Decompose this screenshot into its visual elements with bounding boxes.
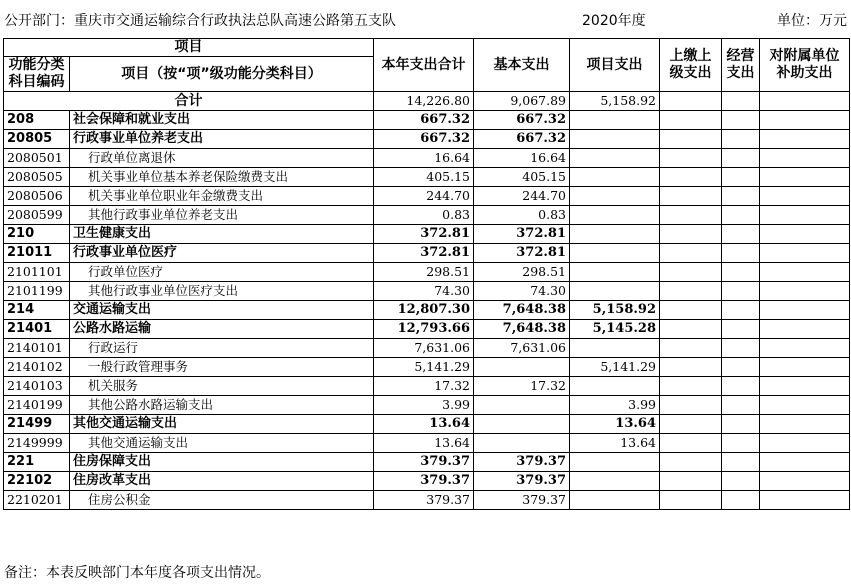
row-subsidiary: [760, 149, 850, 168]
row-subsidiary: [760, 263, 850, 282]
row-name: 其他公路水路运输支出: [70, 396, 374, 415]
row-upper: [660, 415, 722, 434]
table-row: [4, 149, 850, 168]
row-subsidiary: [760, 491, 850, 510]
row-project: [570, 130, 660, 149]
row-business: [722, 168, 760, 187]
row-name: 卫生健康支出: [70, 225, 374, 244]
row-subsidiary: [760, 168, 850, 187]
row-total: 12,793.66: [374, 320, 474, 339]
row-upper: [660, 301, 722, 320]
row-upper: [660, 434, 722, 453]
row-basic: 379.37: [474, 491, 570, 510]
row-basic: 667.32: [474, 130, 570, 149]
row-business: [722, 415, 760, 434]
row-basic: 7,648.38: [474, 320, 570, 339]
total-column-header: 本年支出合计: [374, 39, 474, 92]
table-row: [4, 282, 850, 301]
row-upper: [660, 149, 722, 168]
row-name: 住房改革支出: [70, 472, 374, 491]
row-total: 13.64: [374, 434, 474, 453]
row-project: [570, 244, 660, 263]
table-row: [4, 263, 850, 282]
row-name: 其他交通运输支出: [70, 434, 374, 453]
table-row: [4, 111, 850, 130]
row-basic: 405.15: [474, 168, 570, 187]
total-subsidiary: [760, 92, 850, 111]
table-row: [4, 377, 850, 396]
row-upper: [660, 282, 722, 301]
row-business: [722, 130, 760, 149]
row-upper: [660, 358, 722, 377]
row-total: 405.15: [374, 168, 474, 187]
table-row: [4, 244, 850, 263]
row-total: 244.70: [374, 187, 474, 206]
subsidiary-column-header: 对附属单位补助支出: [760, 39, 850, 92]
row-code: 210: [4, 225, 70, 244]
row-project: [570, 491, 660, 510]
row-project: [570, 111, 660, 130]
row-upper: [660, 339, 722, 358]
row-code: 2080506: [4, 187, 70, 206]
row-code: 2080501: [4, 149, 70, 168]
row-total: 5,141.29: [374, 358, 474, 377]
row-name: 交通运输支出: [70, 301, 374, 320]
table-row: [4, 301, 850, 320]
total-project: 5,158.92: [570, 92, 660, 111]
row-total: 3.99: [374, 396, 474, 415]
row-code: 2140103: [4, 377, 70, 396]
table-row: [4, 491, 850, 510]
row-code: 2140101: [4, 339, 70, 358]
department-name: 公开部门：重庆市交通运输综合行政执法总队高速公路第五支队: [4, 13, 396, 29]
row-upper: [660, 130, 722, 149]
row-code: 2101199: [4, 282, 70, 301]
report-header: [4, 8, 847, 30]
row-code: 2140102: [4, 358, 70, 377]
row-total: 7,631.06: [374, 339, 474, 358]
row-project: [570, 472, 660, 491]
row-basic: 16.64: [474, 149, 570, 168]
row-business: [722, 472, 760, 491]
row-subsidiary: [760, 377, 850, 396]
row-subsidiary: [760, 206, 850, 225]
row-upper: [660, 168, 722, 187]
row-upper: [660, 320, 722, 339]
row-name: 住房保障支出: [70, 453, 374, 472]
row-basic: [474, 358, 570, 377]
row-upper: [660, 453, 722, 472]
row-basic: [474, 415, 570, 434]
currency-unit: 单位：万元: [777, 13, 847, 29]
row-total: 372.81: [374, 244, 474, 263]
row-total: 0.83: [374, 206, 474, 225]
code-column-header: 功能分类科目编码: [4, 57, 70, 92]
row-upper: [660, 263, 722, 282]
row-code: 22102: [4, 472, 70, 491]
row-basic: 667.32: [474, 111, 570, 130]
row-name: 其他行政事业单位医疗支出: [70, 282, 374, 301]
row-name: 社会保障和就业支出: [70, 111, 374, 130]
row-total: 379.37: [374, 491, 474, 510]
table-row: [4, 339, 850, 358]
name-column-header: 项目（按“项”级功能分类科目）: [70, 57, 374, 92]
row-business: [722, 301, 760, 320]
row-subsidiary: [760, 301, 850, 320]
row-name: 行政单位离退休: [70, 149, 374, 168]
row-name: 机关事业单位基本养老保险缴费支出: [70, 168, 374, 187]
row-name: 公路水路运输: [70, 320, 374, 339]
row-subsidiary: [760, 130, 850, 149]
row-name: 行政事业单位养老支出: [70, 130, 374, 149]
row-business: [722, 187, 760, 206]
row-basic: 379.37: [474, 472, 570, 491]
row-name: 行政运行: [70, 339, 374, 358]
row-total: 17.32: [374, 377, 474, 396]
row-name: 机关事业单位职业年金缴费支出: [70, 187, 374, 206]
row-project: [570, 339, 660, 358]
row-total: 16.64: [374, 149, 474, 168]
row-project: 13.64: [570, 434, 660, 453]
row-business: [722, 434, 760, 453]
row-project: [570, 206, 660, 225]
table-row: [4, 472, 850, 491]
row-subsidiary: [760, 415, 850, 434]
row-project: [570, 225, 660, 244]
row-business: [722, 377, 760, 396]
row-subsidiary: [760, 320, 850, 339]
row-business: [722, 149, 760, 168]
row-upper: [660, 244, 722, 263]
row-business: [722, 453, 760, 472]
row-business: [722, 244, 760, 263]
table-row: [4, 130, 850, 149]
expenditure-table: [3, 38, 850, 510]
row-code: 20805: [4, 130, 70, 149]
row-project: [570, 453, 660, 472]
table-row: [4, 187, 850, 206]
row-subsidiary: [760, 225, 850, 244]
row-code: 2101101: [4, 263, 70, 282]
row-total: 379.37: [374, 453, 474, 472]
row-name: 行政事业单位医疗: [70, 244, 374, 263]
row-basic: 298.51: [474, 263, 570, 282]
row-project: [570, 263, 660, 282]
row-total: 379.37: [374, 472, 474, 491]
row-project: 3.99: [570, 396, 660, 415]
row-business: [722, 320, 760, 339]
table-row: [4, 206, 850, 225]
row-business: [722, 396, 760, 415]
row-basic: 7,631.06: [474, 339, 570, 358]
row-subsidiary: [760, 396, 850, 415]
row-project: [570, 187, 660, 206]
total-business: [722, 92, 760, 111]
row-code: 2210201: [4, 491, 70, 510]
row-business: [722, 263, 760, 282]
row-total: 298.51: [374, 263, 474, 282]
row-business: [722, 206, 760, 225]
row-upper: [660, 111, 722, 130]
total-upper: [660, 92, 722, 111]
row-name: 其他交通运输支出: [70, 415, 374, 434]
row-project: 13.64: [570, 415, 660, 434]
row-upper: [660, 472, 722, 491]
row-upper: [660, 396, 722, 415]
row-name: 一般行政管理事务: [70, 358, 374, 377]
row-upper: [660, 187, 722, 206]
row-project: 5,145.28: [570, 320, 660, 339]
row-project: [570, 377, 660, 396]
row-total: 12,807.30: [374, 301, 474, 320]
row-code: 208: [4, 111, 70, 130]
row-subsidiary: [760, 111, 850, 130]
row-total: 667.32: [374, 130, 474, 149]
row-code: 221: [4, 453, 70, 472]
report-year: 2020年度: [582, 13, 646, 29]
row-basic: 0.83: [474, 206, 570, 225]
row-total: 667.32: [374, 111, 474, 130]
table-row: [4, 415, 850, 434]
row-business: [722, 282, 760, 301]
table-row: [4, 434, 850, 453]
row-upper: [660, 377, 722, 396]
row-basic: 372.81: [474, 244, 570, 263]
row-code: 21499: [4, 415, 70, 434]
row-code: 2080599: [4, 206, 70, 225]
upper-column-header: 上缴上级支出: [660, 39, 722, 92]
basic-column-header: 基本支出: [474, 39, 570, 92]
row-code: 2080505: [4, 168, 70, 187]
row-project: 5,158.92: [570, 301, 660, 320]
row-business: [722, 339, 760, 358]
row-code: 2149999: [4, 434, 70, 453]
total-amount: 14,226.80: [374, 92, 474, 111]
row-business: [722, 491, 760, 510]
row-project: 5,141.29: [570, 358, 660, 377]
row-total: 74.30: [374, 282, 474, 301]
business-column-header: 经营支出: [722, 39, 760, 92]
row-total: 13.64: [374, 415, 474, 434]
row-code: 21401: [4, 320, 70, 339]
item-group-header: 项目: [4, 39, 374, 57]
table-row: [4, 320, 850, 339]
row-business: [722, 225, 760, 244]
row-code: 2140199: [4, 396, 70, 415]
total-label: 合计: [4, 92, 374, 111]
row-subsidiary: [760, 358, 850, 377]
row-business: [722, 358, 760, 377]
row-project: [570, 149, 660, 168]
row-project: [570, 282, 660, 301]
footnote: 备注：本表反映部门本年度各项支出情况。: [4, 565, 270, 581]
row-subsidiary: [760, 434, 850, 453]
row-code: 214: [4, 301, 70, 320]
table-row: [4, 453, 850, 472]
row-upper: [660, 491, 722, 510]
row-business: [722, 111, 760, 130]
row-subsidiary: [760, 339, 850, 358]
total-row: [4, 92, 850, 111]
row-basic: [474, 434, 570, 453]
row-subsidiary: [760, 453, 850, 472]
total-basic: 9,067.89: [474, 92, 570, 111]
project-column-header: 项目支出: [570, 39, 660, 92]
row-basic: 74.30: [474, 282, 570, 301]
row-name: 机关服务: [70, 377, 374, 396]
table-row: [4, 168, 850, 187]
row-basic: 372.81: [474, 225, 570, 244]
row-subsidiary: [760, 472, 850, 491]
row-name: 其他行政事业单位养老支出: [70, 206, 374, 225]
row-subsidiary: [760, 244, 850, 263]
row-upper: [660, 225, 722, 244]
row-basic: [474, 396, 570, 415]
row-total: 372.81: [374, 225, 474, 244]
table-row: [4, 396, 850, 415]
row-basic: 7,648.38: [474, 301, 570, 320]
row-upper: [660, 206, 722, 225]
row-subsidiary: [760, 187, 850, 206]
table-row: [4, 358, 850, 377]
row-code: 21011: [4, 244, 70, 263]
row-project: [570, 168, 660, 187]
table-row: [4, 225, 850, 244]
row-name: 行政单位医疗: [70, 263, 374, 282]
row-basic: 244.70: [474, 187, 570, 206]
row-subsidiary: [760, 282, 850, 301]
row-name: 住房公积金: [70, 491, 374, 510]
row-basic: 17.32: [474, 377, 570, 396]
row-basic: 379.37: [474, 453, 570, 472]
